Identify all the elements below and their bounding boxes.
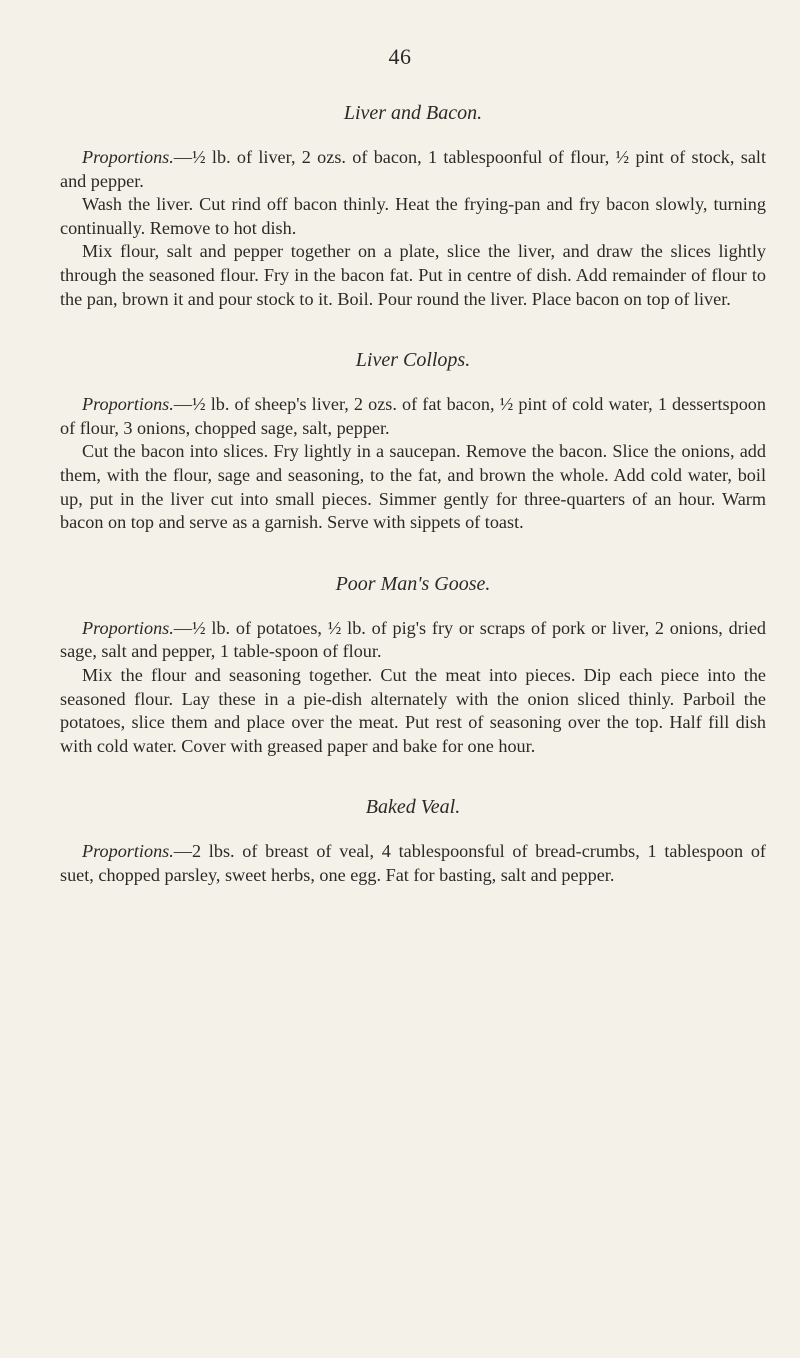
recipe-liver-and-bacon: [60, 100, 766, 311]
proportions-label: Proportions.: [82, 617, 174, 638]
proportions-paragraph: [60, 840, 766, 887]
method-paragraph: Wash the liver. Cut rind off bacon thinly. Heat the frying-pan and fry bacon slowly, turning continually. Remove to hot dish.: [60, 194, 766, 238]
method-paragraph: Mix flour, salt and pepper together on a plate, slice the liver, and draw the slices lightly through the seasoned flour. Fry in the bacon fat. Put in centre of dish. Add remainder of flour to the pan, brown it and pour stock to it. Boil. Pour round the liver. Place bacon on top of liver.: [60, 241, 766, 309]
proportions-label: Proportions.: [82, 147, 174, 167]
method-paragraph: Mix the flour and seasoning together. Cut the meat into pieces. Dip each piece into the seasoned flour. Lay these in a pie-dish alternately with the onion sliced thinly. Parboil the potatoes, slice them and place over the meat. Put rest of seasoning over the top. Half fill dish with cold water. Cover with greased paper and bake for one hour.: [60, 664, 766, 756]
proportions-text: —2 lbs. of breast of veal, 4 tablespoonsful of bread-crumbs, 1 tablespoon of suet, chopped parsley, sweet herbs, one egg. Fat for basting, salt and pepper.: [60, 841, 766, 885]
proportions-paragraph: [60, 617, 766, 664]
proportions-label: Proportions.: [82, 841, 174, 862]
page-content: [60, 100, 766, 923]
method-paragraph: Cut the bacon into slices. Fry lightly in a saucepan. Remove the bacon. Slice the onions, add them, with the flour, sage and seasoning, to the fat, and brown the whole. Add cold water, boil up, put in the liver cut into small pieces. Simmer gently for three-quarters of an hour. Warm bacon on top and serve as a garnish. Serve with sippets of toast.: [60, 441, 766, 533]
proportions-paragraph: [60, 146, 766, 193]
recipe-title: Liver Collops.: [355, 349, 471, 372]
recipe-liver-collops: [60, 347, 766, 535]
recipe-poor-mans-goose: [60, 571, 766, 759]
proportions-text: —½ lb. of sheep's liver, 2 ozs. of fat bacon, ½ pint of cold water, 1 dessertspoon of flour, 3 onions, chopped sage, salt, pepper.: [60, 394, 766, 438]
proportions-label: Proportions.: [82, 394, 174, 415]
proportions-paragraph: [60, 393, 766, 440]
recipe-title: Baked Veal.: [365, 796, 461, 819]
recipe-baked-veal: [60, 794, 766, 887]
recipe-title: Liver and Bacon.: [343, 102, 483, 124]
recipe-title: Poor Man's Goose.: [335, 572, 491, 595]
page-number: 46: [388, 44, 412, 69]
proportions-text: —½ lb. of liver, 2 ozs. of bacon, 1 tablespoonful of flour, ½ pint of stock, salt and pepper.: [60, 147, 766, 191]
proportions-text: —½ lb. of potatoes, ½ lb. of pig's fry or scraps of pork or liver, 2 onions, dried sage, salt and pepper, 1 table-spoon of flour.: [60, 617, 766, 662]
